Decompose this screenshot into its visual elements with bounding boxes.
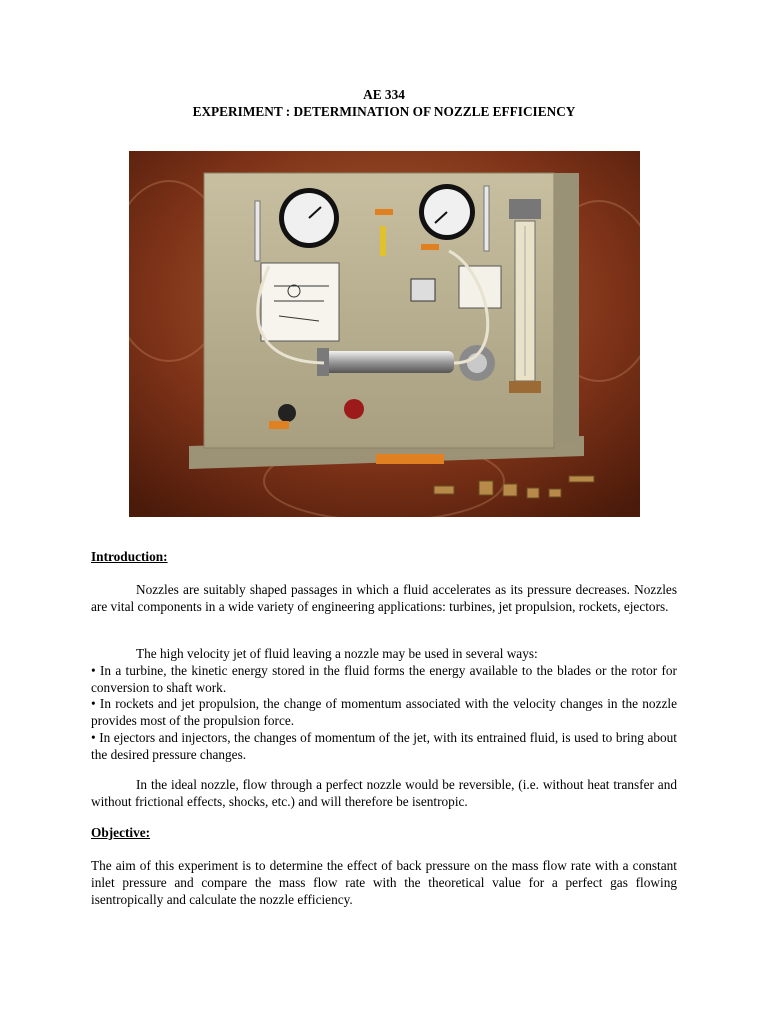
objective-heading: Objective: [91, 825, 151, 840]
list-item-rockets: • In rockets and jet propulsion, the change of momentum associated with the velocity changes in the nozzle provides most of the propulsion force. [91, 696, 677, 729]
objective-section [91, 825, 677, 842]
intro-paragraph-2: The high velocity jet of fluid leaving a nozzle may be used in several ways: [136, 646, 538, 661]
introduction-body [91, 582, 677, 616]
introduction-section [91, 549, 677, 566]
apparatus-photo [129, 151, 640, 517]
intro-paragraph-1: Nozzles are suitably shaped passages in which a fluid accelerates as its pressure decreases. Nozzles are vital components in a wide variety of engineering applications: turbines, jet propulsion, rockets, ejectors. [91, 582, 677, 614]
objective-paragraph: The aim of this experiment is to determine the effect of back pressure on the mass flow rate with a constant inlet pressure and compare the mass flow rate with the theoretical value for a perfect gas flowing isentropically and calculate the nozzle efficiency. [91, 858, 677, 907]
ideal-nozzle-paragraph [91, 777, 677, 811]
introduction-heading: Introduction: [91, 549, 168, 564]
intro-paragraph-3: In the ideal nozzle, flow through a perfect nozzle would be reversible, (i.e. without heat transfer and without frictional effects, shocks, etc.) and will therefore be isentropic. [91, 777, 677, 809]
list-item-turbine: • In a turbine, the kinetic energy stored in the fluid forms the energy available to the blades or the rotor for conversion to shaft work. [91, 662, 677, 695]
course-code: AE 334 [363, 87, 405, 102]
document-title: EXPERIMENT : DETERMINATION OF NOZZLE EFFICIENCY [192, 104, 576, 119]
objective-body [91, 858, 677, 908]
list-item-ejectors: • In ejectors and injectors, the changes of momentum of the jet, with its entrained fluid, is used to bring about the desired pressure changes. [91, 729, 677, 762]
uses-list [91, 646, 677, 764]
